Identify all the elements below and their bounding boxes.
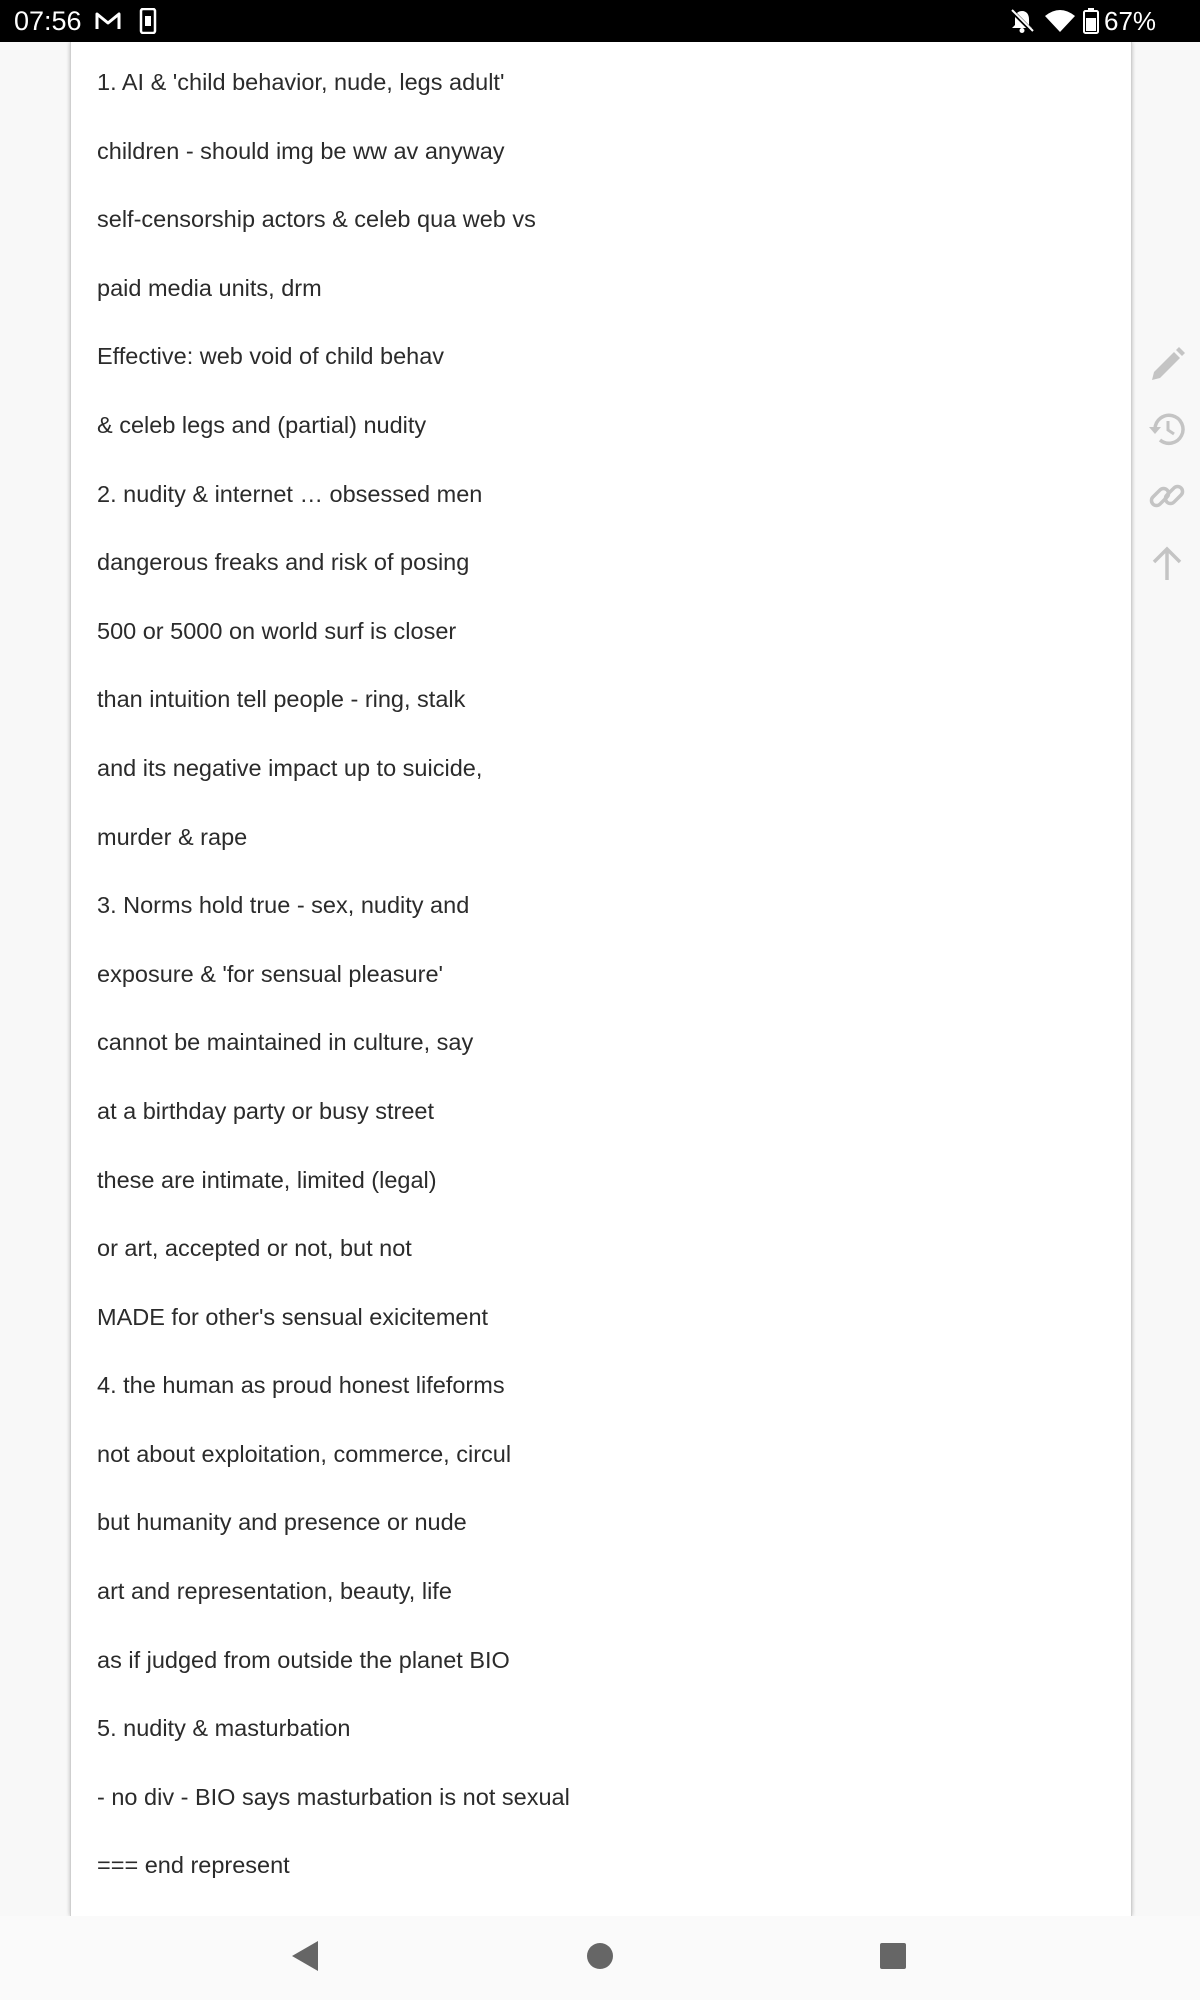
back-button[interactable] [286, 1936, 326, 1976]
arrow-up-icon [1146, 542, 1188, 584]
gmail-icon [94, 8, 122, 34]
battery-icon [1082, 8, 1100, 34]
document-line: these are intimate, limited (legal) [97, 1166, 437, 1193]
document-lines [97, 69, 570, 1924]
document-line: Effective: web void of child behav [97, 343, 445, 370]
document-line: 3. Norms hold true - sex, nudity and [97, 892, 470, 919]
wifi-icon [1044, 8, 1076, 34]
recents-button[interactable] [873, 1936, 913, 1976]
document-line: - no div - BIO says masturbation is not sexual [97, 1783, 570, 1810]
document-line: MADE for other's sensual exicitement [97, 1303, 489, 1330]
document-line: 4. the human as proud honest lifeforms [97, 1372, 505, 1399]
phone-storage-icon [134, 8, 162, 34]
document-line: children - should img be ww av anyway [97, 137, 505, 164]
document-line: paid media units, drm [97, 274, 322, 301]
document-line: 5. nudity & masturbation [97, 1715, 351, 1742]
home-button[interactable] [580, 1936, 620, 1976]
document-line: exposure & 'for sensual pleasure' [97, 960, 444, 987]
status-bar [0, 0, 1200, 42]
home-icon [580, 1936, 620, 1976]
document-line: cannot be maintained in culture, say [97, 1029, 474, 1056]
link-icon [1146, 475, 1188, 517]
edit-button[interactable] [1146, 344, 1188, 386]
battery-percentage: 67% [1104, 6, 1157, 36]
document-line: not about exploitation, commerce, circul [97, 1440, 512, 1467]
document-line: than intuition tell people - ring, stalk [97, 686, 466, 713]
notifications-off-icon [1008, 8, 1036, 34]
document-line: art and representation, beauty, life [97, 1578, 452, 1605]
recents-icon [873, 1936, 913, 1976]
document-line: dangerous freaks and risk of posing [97, 549, 470, 576]
document-line: as if judged from outside the planet BIO [97, 1646, 510, 1673]
link-button[interactable] [1146, 475, 1188, 517]
document-line: or art, accepted or not, but not [97, 1235, 412, 1262]
navigation-bar [0, 1916, 1200, 2000]
status-time: 07:56 [14, 6, 82, 36]
scroll-top-button[interactable] [1146, 542, 1188, 584]
document-line: 2. nudity & internet … obsessed men [97, 480, 483, 507]
pencil-icon [1146, 344, 1188, 386]
document-line: 500 or 5000 on world surf is closer [97, 617, 457, 644]
history-button[interactable] [1146, 408, 1188, 450]
document-line: === end represent [97, 1852, 290, 1879]
back-icon [286, 1936, 326, 1976]
document-line: and its negative impact up to suicide, [97, 754, 483, 781]
document-line: at a birthday party or busy street [97, 1097, 434, 1124]
document-line: but humanity and presence or nude [97, 1509, 467, 1536]
history-icon [1146, 408, 1188, 450]
document-line: & celeb legs and (partial) nudity [97, 411, 427, 438]
document-page [70, 42, 1132, 1916]
document-line: murder & rape [97, 823, 248, 850]
document-line: self-censorship actors & celeb qua web vs [97, 206, 536, 233]
document-line: 1. AI & 'child behavior, nude, legs adult' [97, 69, 505, 95]
